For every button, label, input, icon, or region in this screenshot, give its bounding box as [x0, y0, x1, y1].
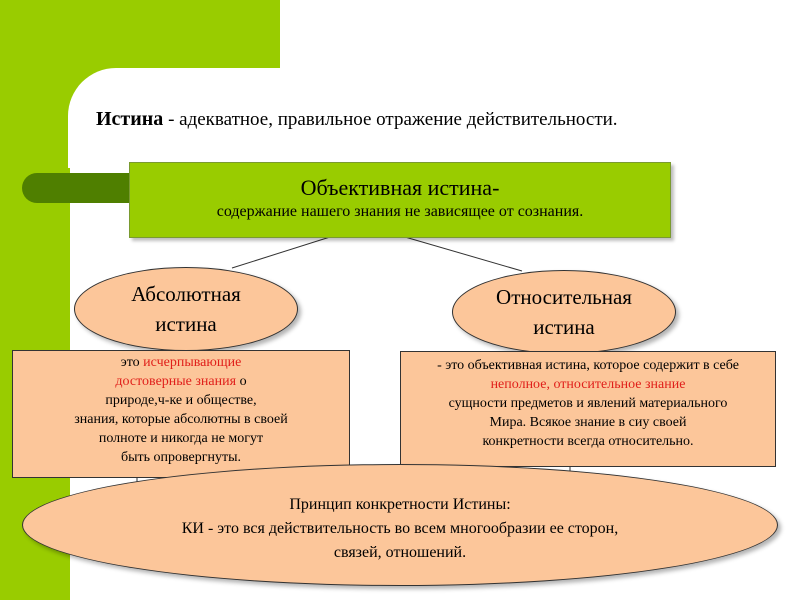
objective-truth-heading: Объективная истина- — [300, 175, 500, 200]
connector-objective-to-absolute — [232, 237, 330, 268]
title-term: Истина — [96, 108, 164, 130]
relative-truth-label-line1: Относительная — [496, 285, 632, 309]
abs-def-line3: природе,ч-ке и обществе, — [105, 393, 257, 408]
rel-def-highlight: неполное, относительное знание — [490, 377, 686, 392]
objective-truth-subtitle: содержание нашего знания не зависящее от сознания. — [216, 203, 584, 220]
absolute-truth-definition-box — [12, 350, 350, 478]
principle-line1: Принцип конкретности Истины: — [289, 496, 511, 513]
relative-truth-ellipse — [452, 270, 676, 354]
title-definition: - адекватное, правильное отражение действительности. — [168, 109, 618, 130]
page-title — [96, 108, 776, 131]
relative-truth-label-line2: истина — [533, 315, 595, 339]
abs-def-line2 — [13, 372, 349, 391]
abs-def-line2-tail: о — [236, 374, 247, 389]
absolute-truth-ellipse — [74, 267, 298, 351]
principle-line3: связей, отношений. — [333, 544, 467, 561]
abs-def-line5: полноте и никогда не могут — [98, 431, 264, 446]
abs-def-line6: быть опровергнуты. — [120, 450, 242, 465]
rel-def-line4: Мира. Всякое знание в сиу своей — [489, 415, 687, 430]
abs-def-highlight-2: достоверные знания — [115, 374, 237, 389]
abs-def-highlight-1: исчерпывающие — [143, 355, 242, 370]
rel-def-line3: сущности предметов и явлений материального — [448, 396, 728, 411]
rel-def-line1: - это объективная истина, которое содержит в себе — [437, 358, 739, 373]
abs-def-line1 — [13, 353, 349, 372]
abs-def-prefix: это — [120, 355, 144, 370]
abs-def-line4: знания, которые абсолютны в своей — [74, 412, 288, 427]
connector-objective-to-relative — [405, 237, 522, 271]
absolute-truth-label-line1: Абсолютная — [131, 282, 241, 306]
rel-def-line5: конкретности всегда относительно. — [482, 434, 694, 449]
principle-line2: КИ - это вся действительность во всем многообразии ее сторон, — [181, 520, 619, 537]
principle-ellipse — [22, 464, 778, 586]
absolute-truth-label-line2: истина — [155, 312, 217, 336]
objective-truth-box — [129, 162, 671, 238]
relative-truth-definition-box — [400, 351, 776, 467]
